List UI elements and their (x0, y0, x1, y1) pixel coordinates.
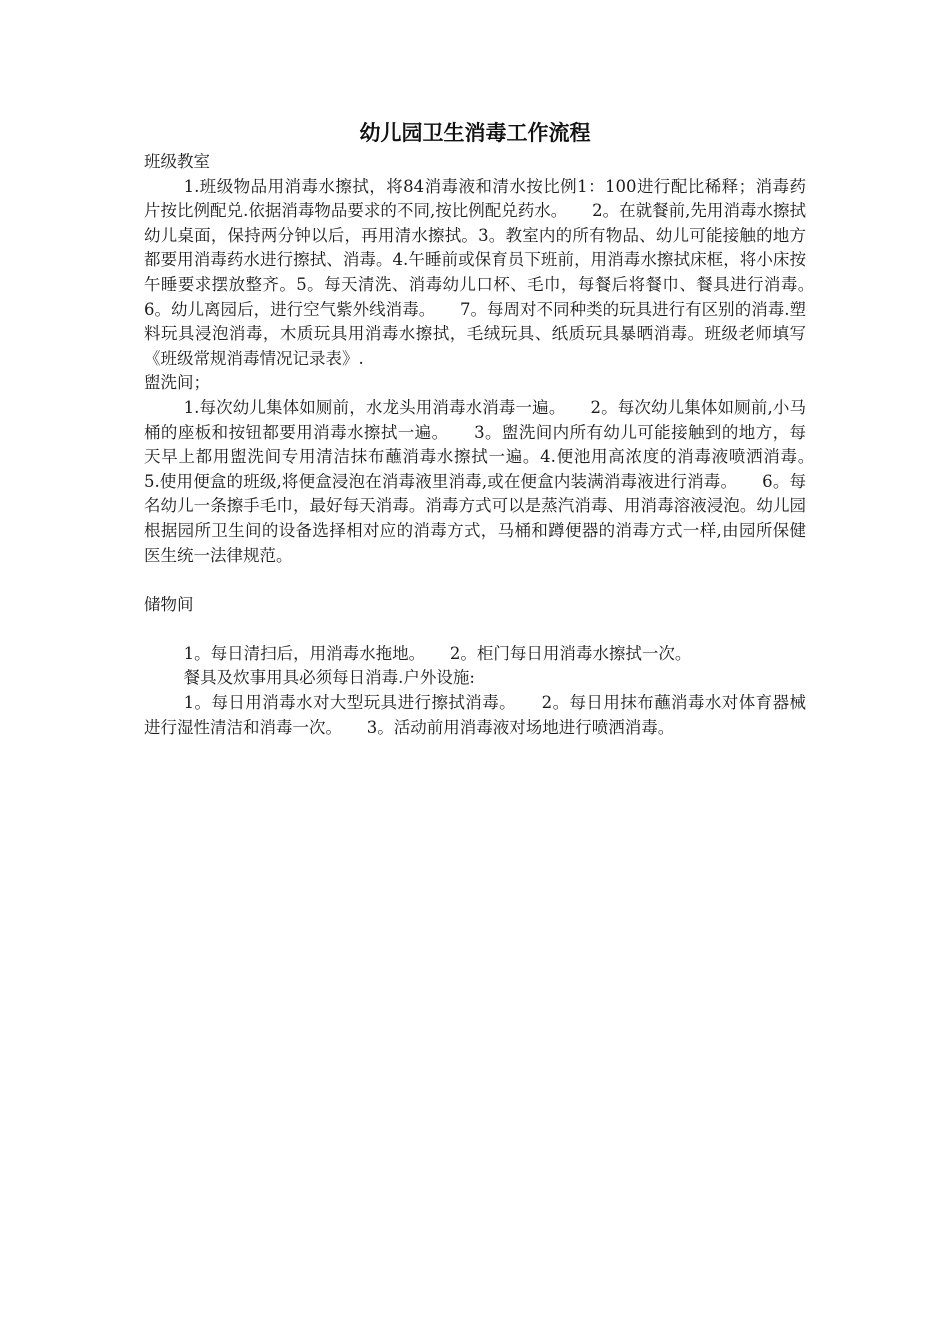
blank-line (144, 617, 806, 642)
section-heading-washroom: 盥洗间； (144, 373, 210, 393)
paragraph-washroom-steps: 1.每次幼儿集体如厕前，水龙头用消毒水消毒一遍。 2。每次幼儿集体如厕前,小马桶的座板和按钮都要用消毒水擦拭一遍。 3。盥洗间内所有幼儿可能接触到的地方，每天早上都用盥洗间专用清洁抹布蘸消毒水擦拭一遍。4.便池用高浓度的消毒液喷洒消毒。 5.使用便盒的班级,将便盒浸泡在消毒液里消毒,或在便盒内装满消毒液进行消毒。 6。每名幼儿一条擦手毛巾，最好每天消毒。消毒方式可以是蒸汽消毒、用消毒溶液浸泡。幼儿园根据园所卫生间的设备选择相对应的消毒方式，马桶和蹲便器的消毒方式一样,由园所保健医生统一法律规范。 (144, 397, 839, 565)
paragraph-tableware-outdoor: 餐具及炊事用具必须每日消毒.户外设施: (183, 668, 475, 688)
document-title: 幼儿园卫生消毒工作流程 (359, 121, 591, 145)
paragraph-storage-steps: 1。每日清扫后，用消毒水拖地。 2。柜门每日用消毒水擦拭一次。 (183, 643, 692, 663)
blank-line (144, 568, 806, 593)
section-storage (144, 593, 806, 741)
paragraph-outdoor-steps: 1。每日用消毒水对大型玩具进行擦拭消毒。 2。每日用抹布蘸消毒水对体育器械进行湿性清洁和消毒一次。 3。活动前用消毒液对场地进行喷洒消毒。 (144, 693, 806, 737)
section-classroom (144, 150, 839, 371)
document-page (144, 118, 839, 740)
paragraph-classroom-steps: 1.班级物品用消毒水擦拭，将84消毒液和清水按比例1：100进行配比稀释；消毒药片按比例配兑.依据消毒物品要求的不同,按比例配兑药水。 2。在就餐前,先用消毒水擦拭幼儿桌面，保持两分钟以后，再用清水擦拭。3。教室内的所有物品、幼儿可能接触的地方都要用消毒药水进行擦拭、消毒。4.午睡前或保育员下班前，用消毒水擦拭床框，将小床按午睡要求摆放整齐。5。每天清洗、消毒幼儿口杯、毛巾，每餐后将餐巾、餐具进行消毒。 6。幼儿离园后，进行空气紫外线消毒。 7。每周对不同种类的玩具进行有区别的消毒.塑料玩具浸泡消毒，木质玩具用消毒水擦拭，毛绒玩具、纸质玩具暴晒消毒。班级老师填写《班级常规消毒情况记录表》. (144, 176, 839, 368)
section-heading-storage: 储物间 (144, 594, 194, 614)
section-heading-classroom: 班级教室 (144, 152, 210, 171)
section-washroom (144, 371, 839, 568)
